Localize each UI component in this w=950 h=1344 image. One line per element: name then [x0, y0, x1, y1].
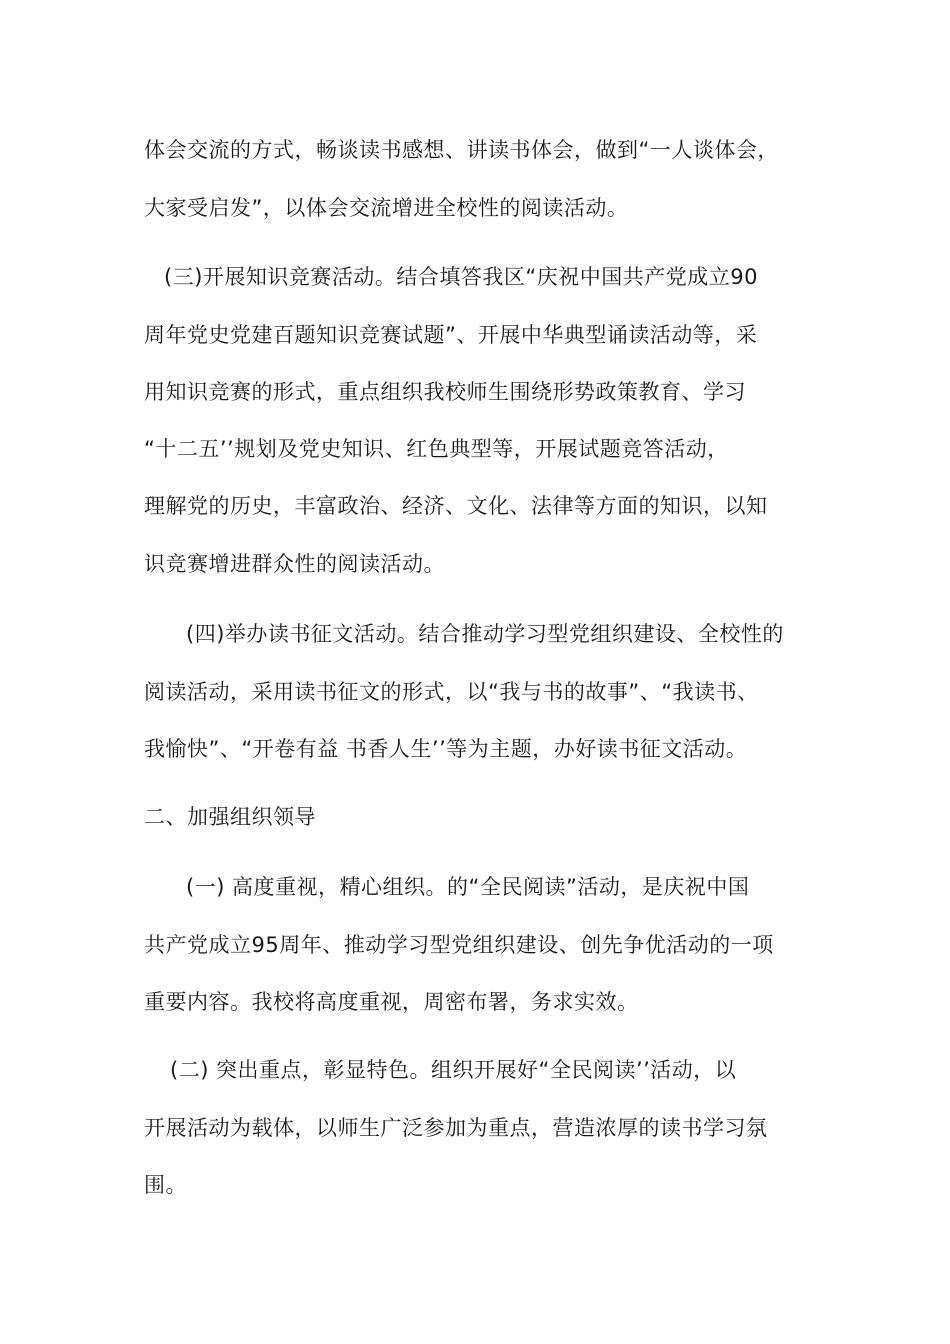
subsection-1-heading-line: (一) 高度重视，精心组织。的“全民阅读”活动，是庆祝中国: [186, 875, 750, 899]
section-4-heading-line: (四)举办读书征文活动。结合推动学习型党组织建设、全校性的: [186, 622, 784, 646]
paragraph-line: 开展活动为载体，以师生广泛参加为重点，营造浓厚的读书学习氛: [144, 1116, 768, 1140]
paragraph-line: 体会交流的方式，畅谈读书感想、讲读书体会，做到“一人谈体会，: [144, 138, 779, 162]
chapter-heading: 二、加强组织领导: [144, 805, 316, 829]
paragraph-line: 用知识竞赛的形式，重点组织我校师生围绕形势政策教育、学习: [144, 380, 746, 404]
section-3-heading-line: (三)开展知识竞赛活动。结合填答我区“庆祝中国共产党成立90: [164, 265, 758, 289]
paragraph-line: 识竞赛增进群众性的阅读活动。: [144, 552, 445, 576]
paragraph-line: 理解党的历史，丰富政治、经济、文化、法律等方面的知识，以知: [144, 494, 768, 518]
paragraph-line: 围。: [144, 1173, 187, 1197]
paragraph-line: “十二五’’规划及党史知识、红色典型等，开展试题竞答活动，: [144, 437, 729, 461]
paragraph-line: 大家受启发”，以体会交流增进全校性的阅读活动。: [144, 196, 629, 220]
paragraph-line: 阅读活动，采用读书征文的形式，以“我与书的故事”、“我读书、: [144, 680, 759, 704]
paragraph-line: 共产党成立95周年、推动学习型党组织建设、创先争优活动的一项: [144, 933, 774, 957]
paragraph-line: 周年党史党建百题知识竞赛试题”、开展中华典型诵读活动等，采: [144, 323, 758, 347]
paragraph-line: 重要内容。我校将高度重视，周密布署，务求实效。: [144, 990, 639, 1014]
paragraph-line: 我愉快”、“开卷有益 书香人生’’等为主题，办好读书征文活动。: [144, 737, 748, 761]
subsection-2-heading-line: (二) 突出重点，彰显特色。组织开展好“全民阅读’’活动，以: [170, 1058, 737, 1082]
